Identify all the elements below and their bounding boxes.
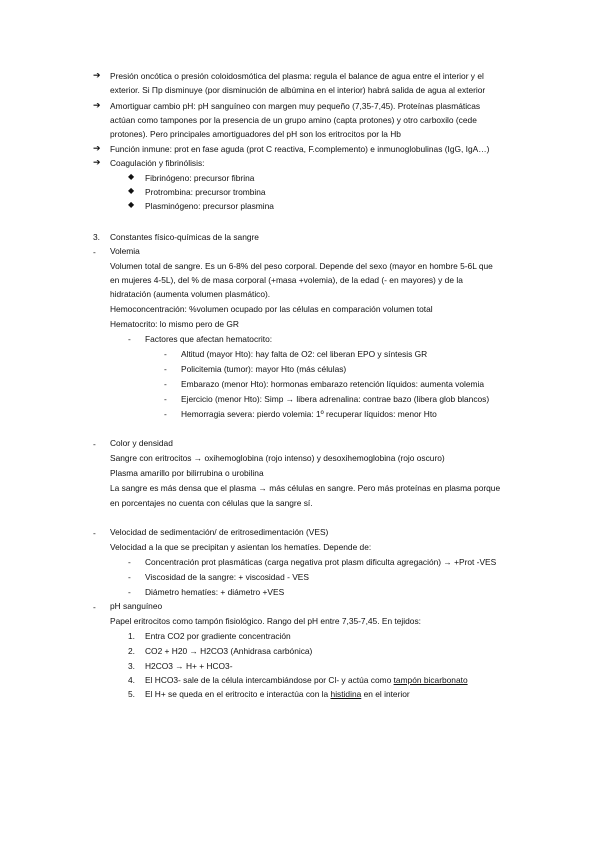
ves-item: Diámetro hematíes: + diámetro +VES [145,587,285,597]
color-line1: Sangre con eritrocitos → oxihemoglobina (rojo intenso) y desoxihemoglobina (rojo oscuro) [110,453,445,463]
diamond-item: Protrombina: precursor trombina [145,187,266,197]
underlined-term: histidina [330,689,362,699]
color-line2: Plasma amarillo por bilirrubina o urobilina [110,468,264,478]
diamond-bullet-icon: ◆ [128,200,135,209]
ph-step: H2CO3 → H+ + HCO3- [145,661,233,671]
ph-intro: Papel eritrocitos como tampón fisiológico. Rango del pH entre 7,35-7,45. En tejidos: [110,616,421,626]
bullet-ph-line3: protones). Pero principales amortiguadores del pH son los eritrocitos por la Hb [110,129,401,139]
factor-item: Ejercicio (menor Hto): Simp → libera adrenalina: contrae bazo (libera glob blancos) [181,394,490,404]
volemia-p1-line2: en mujeres 4-5L), del % de masa corporal (+masa +volemia), de la edad (- en mayores) y de la [110,275,463,285]
dash-bullet: - [164,379,167,389]
bullet-ph-line2: actúan como tampones por la presencia de un grupo amino (capta protones) y otro carboxilo (cede [110,115,477,125]
hematocrito: Hematocrito: lo mismo pero de GR [110,319,239,329]
volemia-p1-line3: hidratación (aumenta volumen plasmático). [110,289,271,299]
volemia-title: Volemia [110,246,140,256]
step-number: 2. [128,646,135,656]
dash-bullet: - [128,557,131,567]
diamond-item: Plasminógeno: precursor plasmina [145,201,274,211]
bullet-coagulation: Coagulación y fibrinólisis: [110,158,205,168]
ph-step-text-after: en el interior [361,689,410,699]
dash-bullet: - [164,364,167,374]
dash-bullet: - [93,247,96,257]
arrow-bullet-icon: ➔ [93,100,101,110]
factor-item: Hemorragia severa: pierdo volemia: 1º recuperar líquidos: menor Hto [181,409,437,419]
dash-bullet: - [128,587,131,597]
ph-title: pH sanguíneo [110,601,163,611]
factor-item: Altitud (mayor Hto): hay falta de O2: cel liberan EPO y síntesis GR [181,349,428,359]
color-line3: La sangre es más densa que el plasma → más células en sangre. Pero más proteínas en plasma porque [110,483,501,493]
factors-title: Factores que afectan hematocrito: [145,334,273,344]
dash-bullet: - [93,439,96,449]
color-line4: en porcentajes no cuenta con células que la sangre sí. [110,498,313,508]
diamond-bullet-icon: ◆ [128,186,135,195]
step-number: 1. [128,631,135,641]
ph-step [145,689,410,700]
ph-step: CO2 + H20 → H2CO3 (Anhidrasa carbónica) [145,646,313,656]
dash-bullet: - [128,572,131,582]
arrow-bullet-icon: ➔ [93,143,101,153]
diamond-item: Fibrinógeno: precursor fibrina [145,173,255,183]
ves-title: Velocidad de sedimentación/ de eritrosedimentación (VES) [110,527,329,537]
factor-item: Policitemia (tumor): mayor Hto (más células) [181,364,347,374]
dash-bullet: - [164,409,167,419]
bullet-ph-line1: Amortiguar cambio pH: pH sanguíneo con margen muy pequeño (7,35-7,45). Proteínas plasmáticas [110,101,481,111]
section-number: 3. [93,232,100,242]
bullet-immune: Función inmune: prot en fase aguda (prot C reactiva, F.complemento) e inmunoglobulinas (IgG, IgA…) [110,144,490,154]
step-number: 5. [128,689,135,699]
arrow-bullet-icon: ➔ [93,70,101,80]
hemoconcentracion: Hemoconcentración: %volumen ocupado por las células en comparación volumen total [110,304,433,314]
dash-bullet: - [93,602,96,612]
ph-step-text: El H+ se queda en el eritrocito e interactúa con la [145,689,331,699]
factor-item: Embarazo (menor Hto): hormonas embarazo retención líquidos: aumenta volemia [181,379,485,389]
dash-bullet: - [164,349,167,359]
color-title: Color y densidad [110,438,173,448]
underlined-term: tampón bicarbonato [393,675,468,685]
section-title: Constantes físico-químicas de la sangre [110,232,259,242]
step-number: 4. [128,675,135,685]
dash-bullet: - [164,394,167,404]
diamond-bullet-icon: ◆ [128,172,135,181]
arrow-bullet-icon: ➔ [93,157,101,167]
bullet-oncotic-line2: exterior. Si Πp disminuye (por disminución de albúmina en el interior) habrá salida de agua al exterior [110,85,486,95]
ves-intro: Velocidad a la que se precipitan y asientan los hematíes. Depende de: [110,542,372,552]
dash-bullet: - [93,528,96,538]
ves-item: Concentración prot plasmáticas (carga negativa prot plasm dificulta agregación) → +Prot -VES [145,557,497,567]
bullet-oncotic-line1: Presión oncótica o presión coloidosmótica del plasma: regula el balance de agua entre el interior y el [110,71,484,81]
step-number: 3. [128,661,135,671]
ph-step [145,675,468,686]
ph-step-text: El HCO3- sale de la célula intercambiándose por Cl- y actúa como [145,675,394,685]
ph-step: Entra CO2 por gradiente concentración [145,631,291,641]
ves-item: Viscosidad de la sangre: + viscosidad - VES [145,572,309,582]
dash-bullet: - [128,334,131,344]
volemia-p1-line1: Volumen total de sangre. Es un 6-8% del peso corporal. Depende del sexo (mayor en hombre 5-6L que [110,261,493,271]
